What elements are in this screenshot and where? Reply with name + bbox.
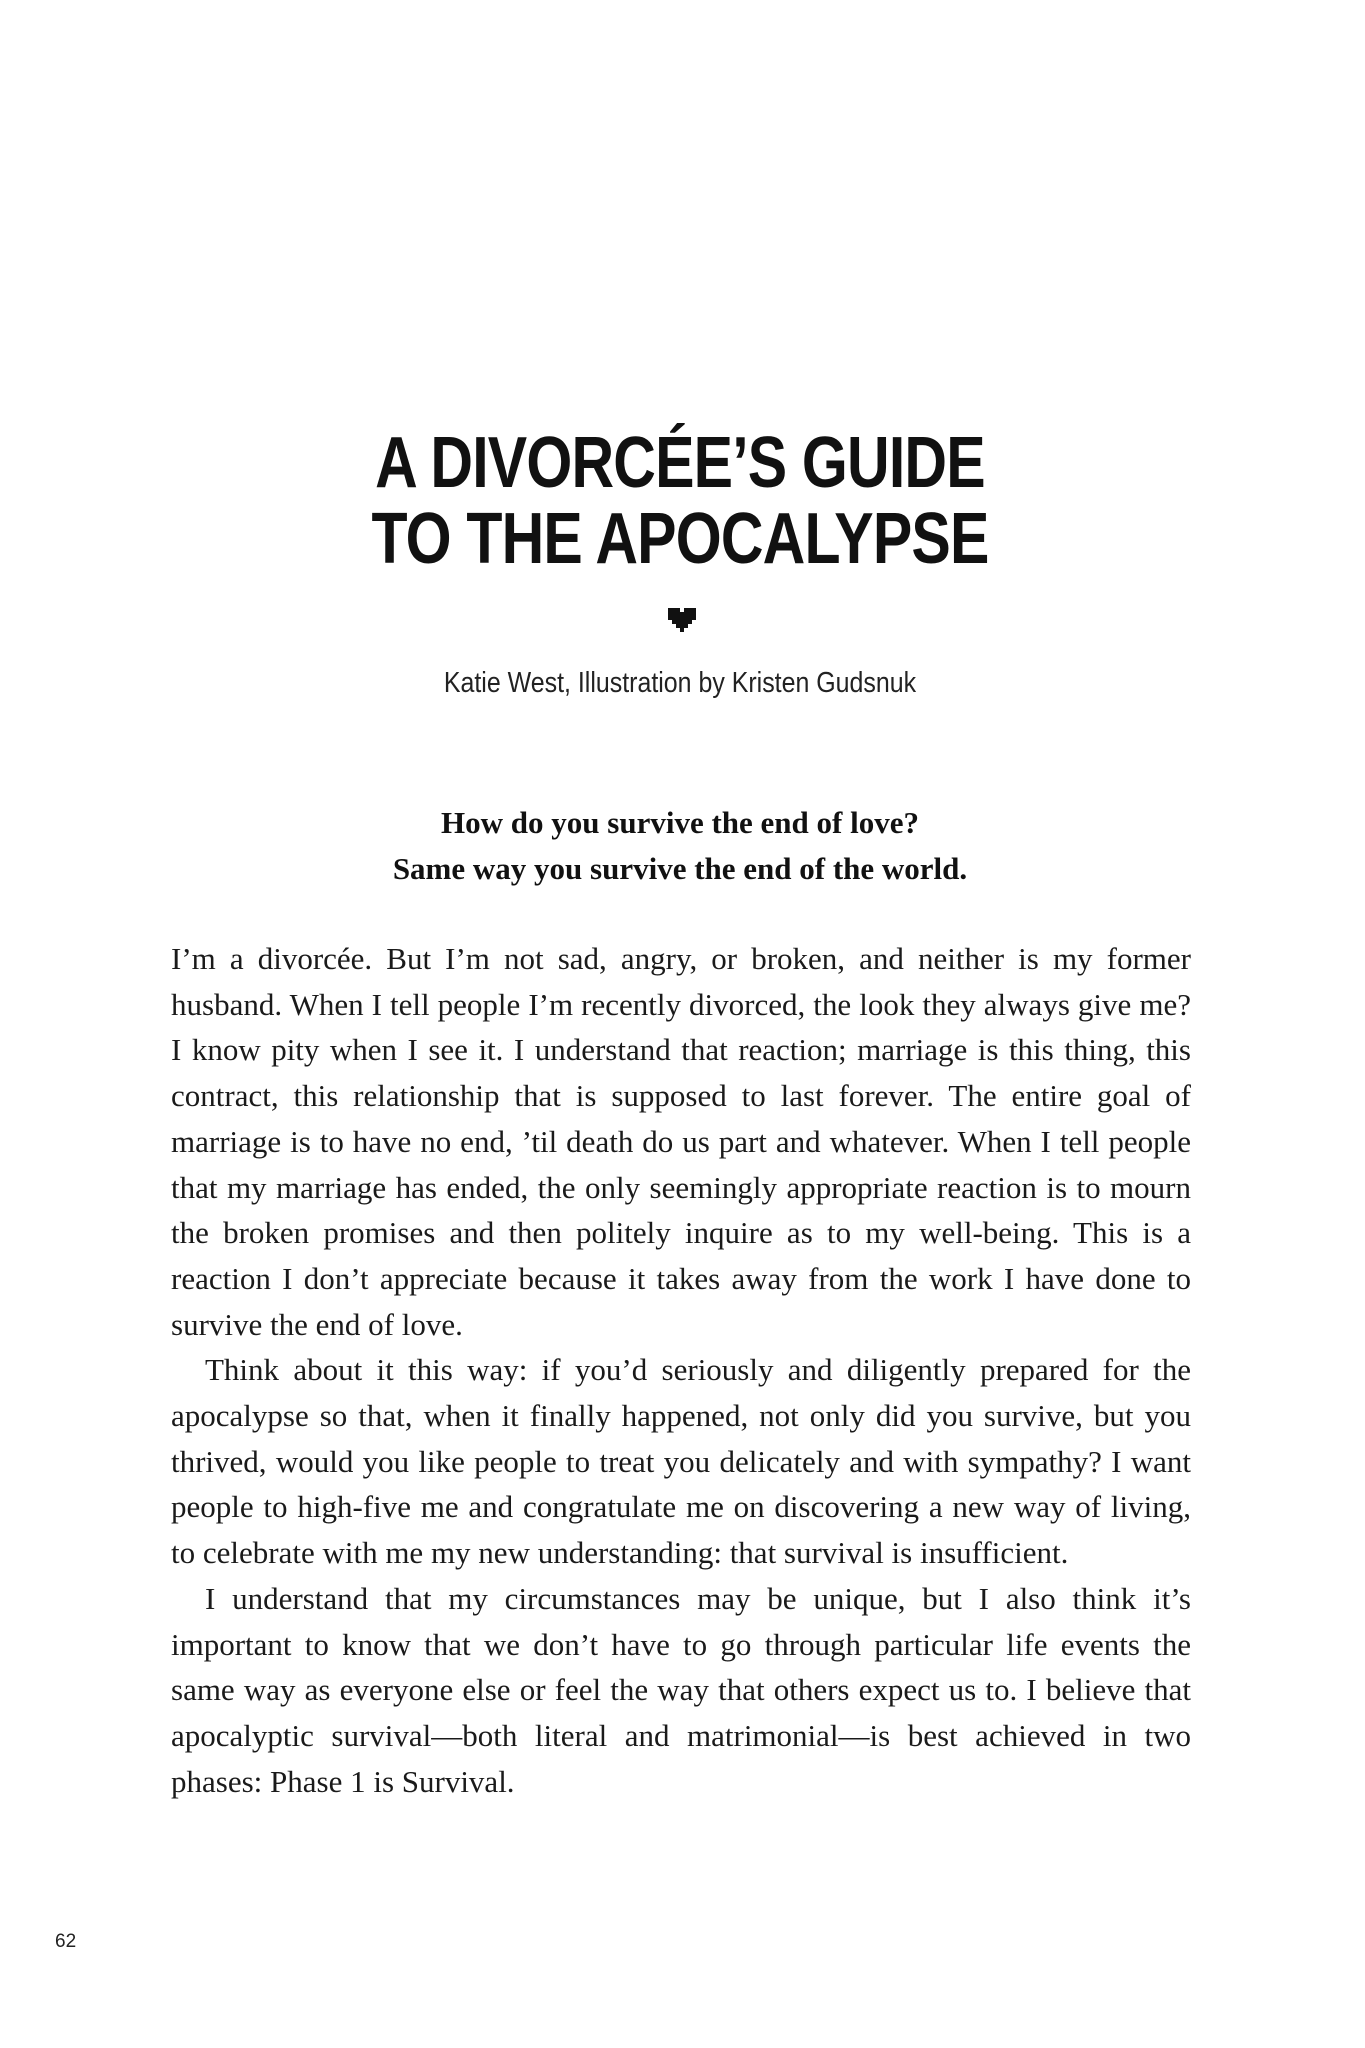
chapter-title xyxy=(262,425,1098,577)
paragraph-3: I understand that my circumstances may be unique, but I also think it’s important to know that we don’t have to go through particular life events the same way as everyone else or feel the way that others expect us to. I believe that apocalyptic survival—both literal and matrimonial—is best achieved in two phases: Phase 1 is Survival. xyxy=(171,1580,1191,1799)
chapter-title-line-2: TO THE APOCALYPSE xyxy=(371,499,989,579)
pixel-heart-icon xyxy=(668,608,696,636)
chapter-title-line-1: A DIVORCÉE’S GUIDE xyxy=(375,423,985,503)
epigraph xyxy=(170,800,1190,892)
paragraph-2: Think about it this way: if you’d seriously and diligently prepared for the apocalypse so that, when it finally happened, not only did you survive, but you thrived, would you like people to treat you delicately and with sympathy? I want people to high-five me and congratulate me on discovering a new way of living, to celebrate with me my new understanding: that survival is insufficient. xyxy=(171,1352,1191,1571)
page-number: 62 xyxy=(55,1931,77,1952)
author-byline: Katie West, Illustration by Kristen Gudsnuk xyxy=(443,667,917,699)
epigraph-line-2: Same way you survive the end of the world. xyxy=(392,851,968,886)
article-body xyxy=(171,936,1191,1804)
paragraph-1: I’m a divorcée. But I’m not sad, angry, or broken, and neither is my former husband. When I tell people I’m recently divorced, the look they always give me? I know pity when I see it. I understand that reaction; marriage is this thing, this contract, this relationship that is supposed to last forever. The entire goal of marriage is to have no end, ’til death do us part and whatever. When I tell people that my marriage has ended, the only seemingly appropriate reaction is to mourn the broken promises and then politely inquire as to my well-being. This is a reaction I don’t appreciate because it takes away from the work I have done to survive the end of love. xyxy=(171,941,1191,1342)
epigraph-line-1: How do you survive the end of love? xyxy=(441,805,919,840)
